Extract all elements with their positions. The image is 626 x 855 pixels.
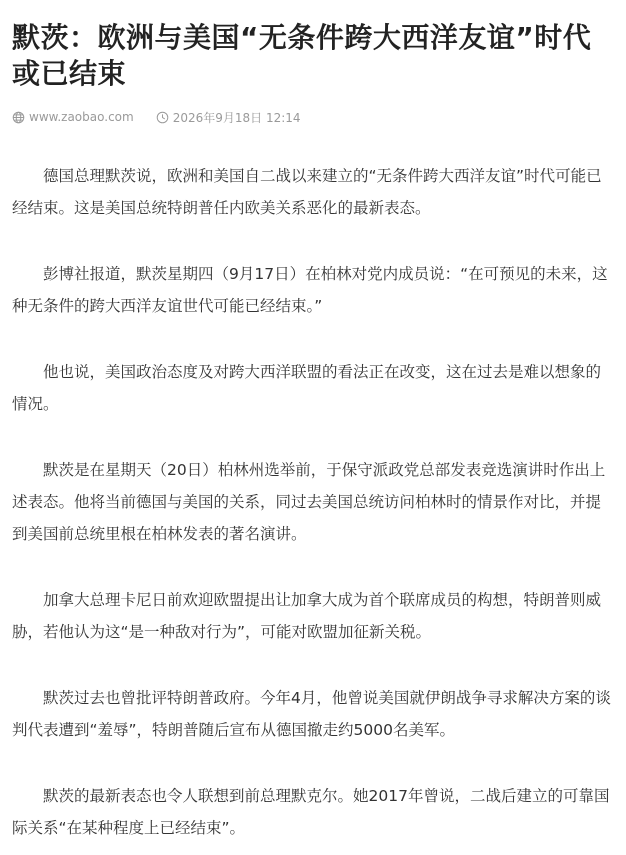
source-info — [12, 110, 134, 124]
source-text[interactable]: www.zaobao.com — [29, 110, 134, 124]
globe-icon — [12, 111, 25, 124]
clock-icon — [156, 111, 169, 124]
datetime-text: 2026年9月18日 12:14 — [172, 110, 301, 125]
article-title: 默茨：欧洲与美国“无条件跨大西洋友谊”时代或已结束 — [12, 21, 592, 90]
article-paragraph: 默茨的最新表态也令人联想到前总理默克尔。她2017年曾说，二战后建立的可靠国际关系“在某种程度上已经结束”。 — [12, 787, 610, 837]
article-paragraph: 德国总理默茨说，欧洲和美国自二战以来建立的“无条件跨大西洋友谊”时代可能已经结束。这是美国总统特朗普任内欧美关系恶化的最新表态。 — [12, 167, 602, 217]
article-paragraph: 加拿大总理卡尼日前欢迎欧盟提出让加拿大成为首个联席成员的构想，特朗普则威胁，若他认为这“是一种敌对行为”，可能对欧盟加征新关税。 — [12, 591, 602, 641]
datetime-info — [156, 109, 301, 126]
article-paragraph: 他也说，美国政治态度及对跨大西洋联盟的看法正在改变，这在过去是难以想象的情况。 — [12, 363, 602, 413]
article-body — [12, 160, 614, 844]
article-paragraph: 默茨是在星期天（20日）柏林州选举前，于保守派政党总部发表竞选演讲时作出上述表态。他将当前德国与美国的关系，同过去美国总统访问柏林时的情景作对比，并提到美国前总统里根在柏林发表的著名演讲。 — [12, 461, 606, 543]
article-meta — [12, 108, 614, 126]
article-paragraph: 默茨过去也曾批评特朗普政府。今年4月，他曾说美国就伊朗战争寻求解决方案的谈判代表遭到“羞辱”，特朗普随后宣布从德国撤走约5000名美军。 — [12, 689, 611, 739]
article-paragraph: 彭博社报道，默茨星期四（9月17日）在柏林对党内成员说：“在可预见的未来，这种无条件的跨大西洋友谊世代可能已经结束。” — [12, 265, 608, 315]
